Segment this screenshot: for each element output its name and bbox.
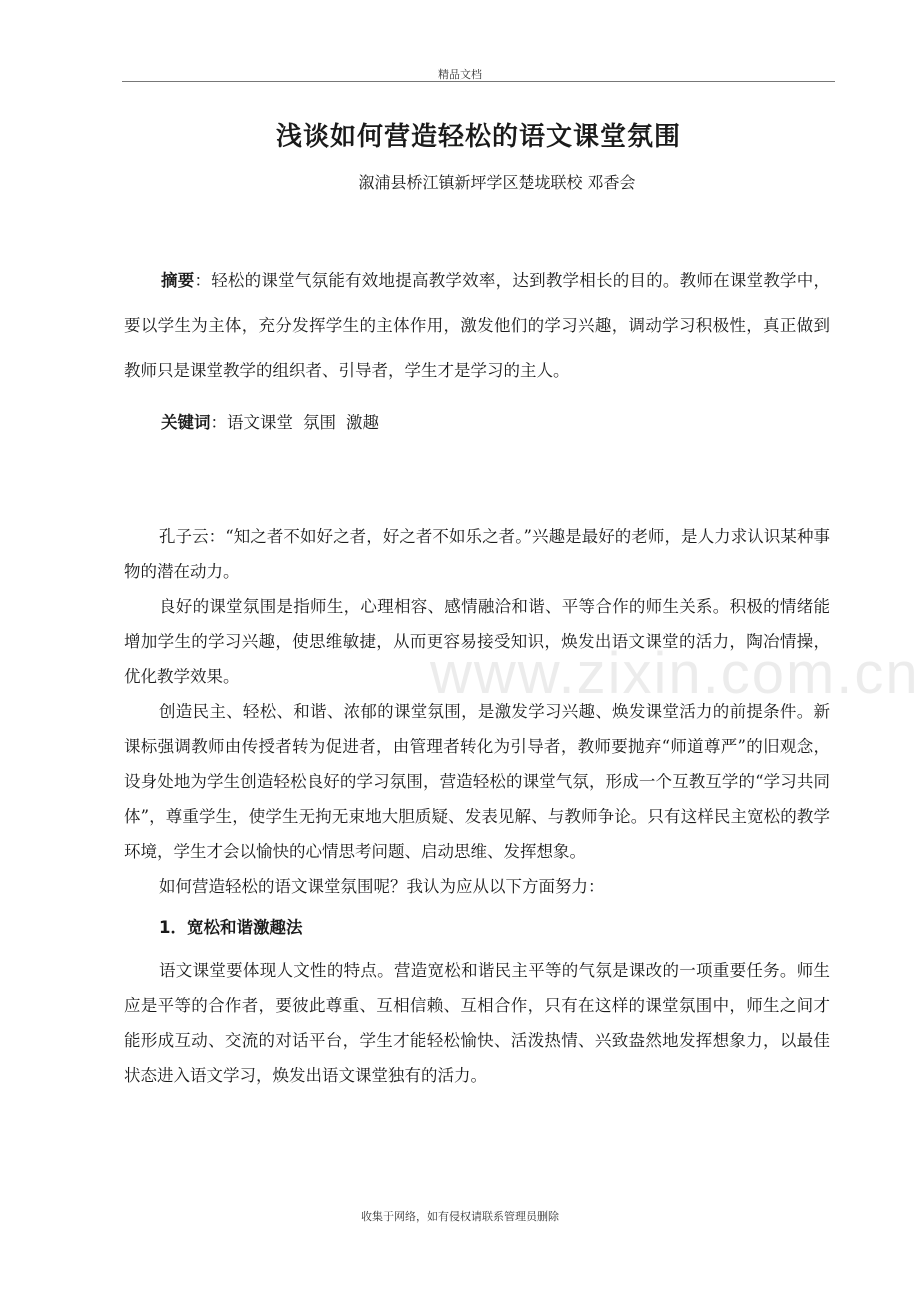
body-paragraph: 如何营造轻松的语文课堂氛围呢？我认为应从以下方面努力：: [159, 877, 605, 896]
keyword-item: 激趣: [346, 413, 379, 432]
keywords-separator: ：: [210, 413, 227, 432]
footer-label: 收集于网络，如有侵权请联系管理员删除: [361, 1210, 559, 1223]
keyword-item: 氛围: [303, 413, 336, 432]
body-paragraph: 良好的课堂氛围是指师生，心理相容、感情融洽和谐、平等合作的师生关系。积极的情绪能增加学生的学习兴趣，使思维敏捷，从而更容易接受知识，焕发出语文课堂的活力，陶冶情操，优化教学效果。: [124, 597, 830, 686]
document-title: 浅谈如何营造轻松的语文课堂氛围: [275, 122, 681, 152]
keywords-line: [161, 400, 389, 445]
header-label: 精品文档: [438, 68, 482, 81]
abstract-separator: ：: [194, 271, 212, 290]
watermark: www.zixin.com.cn: [430, 641, 920, 706]
abstract-paragraph: [124, 258, 830, 393]
abstract-text: 轻松的课堂气氛能有效地提高教学效率，达到教学相长的目的。教师在课堂教学中，要以学生为主体，充分发挥学生的主体作用，激发他们的学习兴趣，调动学习积极性，真正做到教师只是课堂教学的组织者、引导者，学生才是学习的主人。: [124, 271, 831, 380]
abstract-label: 摘要: [161, 271, 195, 290]
author-line: 溆浦县桥江镇新坪学区楚垅联校 邓香会: [358, 173, 636, 192]
body-paragraph: 语文课堂要体现人文性的特点。营造宽松和谐民主平等的气氛是课改的一项重要任务。师生应是平等的合作者，要彼此尊重、互相信赖、互相合作，只有在这样的课堂氛围中，师生之间才能形成互动、交流的对话平台，学生才能轻松愉快、活泼热情、兴致盎然地发挥想象力，以最佳状态进入语文学习，焕发出语文课堂独有的活力。: [124, 961, 830, 1085]
body-paragraph: 创造民主、轻松、和谐、浓郁的课堂氛围，是激发学习兴趣、焕发课堂活力的前提条件。新课标强调教师由传授者转为促进者，由管理者转化为引导者，教师要抛弃“师道尊严”的旧观念，设身处地为学生创造轻松良好的学习氛围，营造轻松的课堂气氛，形成一个互教互学的“学习共同体”，尊重学生，使学生无拘无束地大胆质疑、发表见解、与教师争论。只有这样民主宽松的教学环境，学生才会以愉快的心情思考问题、启动思维、发挥想象。: [124, 702, 830, 861]
body-paragraph: 孔子云：“知之者不如好之者，好之者不如乐之者。”兴趣是最好的老师，是人力求认识某种事物的潜在动力。: [124, 527, 830, 581]
section-heading: 1．宽松和谐激趣法: [159, 918, 303, 937]
keywords-label: 关键词: [161, 413, 211, 432]
header-divider: [122, 81, 835, 82]
keyword-item: 语文课堂: [227, 413, 293, 432]
body-text: [124, 519, 830, 1093]
